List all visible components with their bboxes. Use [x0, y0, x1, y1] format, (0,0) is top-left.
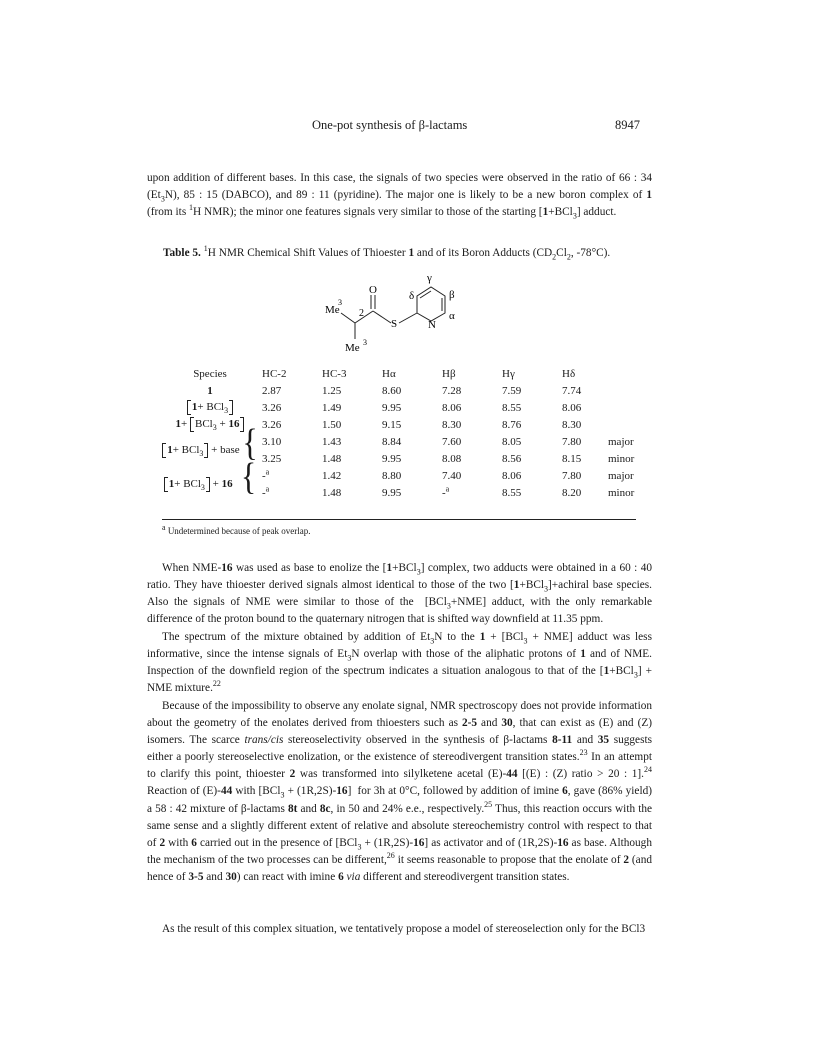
- note-cell: major: [608, 469, 634, 482]
- value-cell: 8.20: [562, 486, 582, 499]
- value-cell: 9.95: [382, 452, 402, 465]
- value-cell: 3.26: [262, 401, 282, 414]
- value-cell: 9.95: [382, 401, 402, 414]
- paragraph-5: As the result of this complex situation, we tentatively propose a model of stereoselection only for the BCl3: [162, 923, 646, 935]
- value-cell: 8.05: [502, 435, 522, 448]
- table-row: [162, 467, 658, 484]
- table-footnote: $^a$ Undetermined because of peak overlap.: [162, 523, 311, 536]
- value-cell: 8.30: [562, 418, 582, 431]
- value-cell: 1.48: [322, 452, 342, 465]
- value-cell: 8.80: [382, 469, 402, 482]
- struct-pos3-bottom: 3: [363, 338, 367, 347]
- species-cell: 1+ BCl$_3$ + 16 {: [162, 467, 258, 501]
- table-header-row: [162, 365, 658, 382]
- value-cell: -$^a$: [262, 483, 270, 499]
- value-cell: 1.48: [322, 486, 342, 499]
- value-cell: 8.06: [442, 401, 462, 414]
- value-cell: 8.60: [382, 384, 402, 397]
- value-cell: 1.25: [322, 384, 342, 397]
- value-cell: 7.59: [502, 384, 522, 397]
- header-species: Species: [193, 367, 227, 380]
- species-cell: 1+ BCl$_3$ + base {: [162, 433, 258, 467]
- value-cell: 1.50: [322, 418, 342, 431]
- header-hbeta: Hβ: [442, 367, 456, 380]
- value-cell: 8.08: [442, 452, 462, 465]
- note-cell: minor: [608, 486, 635, 499]
- value-cell: 7.80: [562, 469, 582, 482]
- value-cell: 8.06: [562, 401, 582, 414]
- struct-pos3-top: 3: [338, 298, 342, 307]
- value-cell: 3.10: [262, 435, 282, 448]
- struct-pos2: 2: [359, 308, 364, 319]
- species-cell: 1: [207, 384, 213, 397]
- struct-beta: β: [449, 289, 455, 301]
- value-cell: 9.15: [382, 418, 402, 431]
- running-header: [0, 118, 816, 134]
- table-row: [162, 399, 658, 416]
- paragraph-2: When NME-16 was used as base to enolize the [1+BCl$_3$] complex, two adducts were obtained in a 60 : 40 ratio. They have thioester derived signals almost identical to those of the two [1+BCl$_3$]+achiral base species. Also the signals of NME were similar to those of the [BCl$_3$+NME] adduct, with the only remarkable difference of the proton bound to the quaternary nitrogen that is shifted way downfield at 11.35 ppm.: [147, 562, 653, 626]
- value-cell: 7.80: [562, 435, 582, 448]
- value-cell: 7.28: [442, 384, 462, 397]
- header-hc2: HC-2: [262, 367, 287, 380]
- value-cell: 1.42: [322, 469, 342, 482]
- note-cell: minor: [608, 452, 635, 465]
- struct-me-bottom: Me: [345, 342, 360, 354]
- table-caption: Table 5. $^1$H NMR Chemical Shift Values of Thioester 1 and of its Boron Adducts ($CD_2Cl_2$, -78°C).: [163, 244, 611, 262]
- nmr-table: [162, 365, 658, 501]
- value-cell: 1.49: [322, 401, 342, 414]
- struct-s: S: [391, 318, 398, 330]
- species-cell: 1+ BCl$_3$: [162, 399, 258, 416]
- value-cell: 8.76: [502, 418, 522, 431]
- value-cell: -$^a$: [262, 466, 270, 482]
- struct-me-top: Me: [325, 304, 340, 316]
- header-halpha: Hα: [382, 367, 396, 380]
- table-row: [162, 382, 658, 399]
- table-row: [162, 433, 658, 450]
- species-cell: 1+ BCl$_3$ + 16: [162, 416, 258, 433]
- value-cell: 7.60: [442, 435, 462, 448]
- table-label: Table 5.: [163, 247, 201, 259]
- value-cell: 8.15: [562, 452, 582, 465]
- thioester-structure: [325, 261, 495, 356]
- value-cell: 3.26: [262, 418, 282, 431]
- table-row: [162, 416, 658, 433]
- header-hdelta: Hδ: [562, 367, 576, 380]
- value-cell: 9.95: [382, 486, 402, 499]
- struct-gamma: γ: [427, 272, 432, 284]
- running-title: One-pot synthesis of β-lactams: [312, 118, 468, 132]
- struct-delta: δ: [409, 290, 415, 302]
- value-cell: 7.74: [562, 384, 582, 397]
- note-cell: major: [608, 435, 634, 448]
- header-hgamma: Hγ: [502, 367, 515, 380]
- struct-alpha: α: [449, 310, 455, 322]
- value-cell: 1.43: [322, 435, 342, 448]
- value-cell: 8.30: [442, 418, 462, 431]
- struct-n: N: [428, 319, 436, 331]
- value-cell: 8.84: [382, 435, 402, 448]
- paragraph-3: The spectrum of the mixture obtained by addition of $Et_3N$ to the 1 + [BCl$_3$ + NME] adduct was less informative, since the intense signals of $Et_3N$ overlap with those of the aliphatic protons of 1 and of NME. Inspection of the downfield region of the spectrum indicates a situation analogous to that of the [1+BCl$_3$] + NME mixture.$^{22}$: [147, 631, 652, 695]
- header-hc3: HC-3: [322, 367, 347, 380]
- paragraph-1: upon addition of different bases. In this case, the signals of two species were observed in the ratio of 66 : 34 $(Et_3N)$, 85 : 15 (DABCO), and 89 : 11 (pyridine). The major one is likely to be a new boron complex of 1 (from its $^1$H NMR); the minor one features signals very similar to those of the starting [1+BCl$_3$] adduct.: [147, 172, 652, 221]
- value-cell: 3.25: [262, 452, 282, 465]
- value-cell: 8.55: [502, 486, 522, 499]
- value-cell: 8.55: [502, 401, 522, 414]
- value-cell: 2.87: [262, 384, 282, 397]
- struct-o: O: [369, 284, 377, 296]
- value-cell: 8.06: [502, 469, 522, 482]
- value-cell: -$^a$: [442, 483, 450, 499]
- paragraph-4: Because of the impossibility to observe any enolate signal, NMR spectroscopy does not provide information about the geometry of the enolates derived from thioesters such as 2-5 and 30, that can exist as (E) and (Z) isomers. The scarce trans/cis stereoselectivity observed in the synthesis of β-lactams 8-11 and 35 suggests either a poorly stereoselective enolization, or the existence of stereodivergent transition states.$^{23}$ In an attempt to clarify this point, thioester 2 was transformed into silylketene acetal (E)-44 [(E) : (Z) ratio > 20 : 1].$^{24}$ Reaction of (E)-44 with [BCl$_3$ + (1R,2S)-16] for 3h at 0°C, followed by addition of imine 6, gave (86% yield) a 58 : 42 mixture of β-lactams 8t and 8c, in 50 and 24% e.e., respectively.$^{25}$ Thus, this reaction occurs with the same sense and a slightly different extent of relative and absolute stereochemistry control with respect to that of 2 with 6 carried out in the presence of [BCl$_3$ + (1R,2S)-16] as activator and of (1R,2S)-16 as base. Although the mechanism of the two processes can be different,$^{26}$ it seems reasonable to propose that the enolate of 2 (and hence of 3-5 and 30) can react with imine 6 via different and stereodivergent transition states.: [147, 700, 653, 883]
- value-cell: 8.56: [502, 452, 522, 465]
- table-bottom-rule: [162, 519, 636, 520]
- value-cell: 7.40: [442, 469, 462, 482]
- page-number: 8947: [615, 118, 640, 132]
